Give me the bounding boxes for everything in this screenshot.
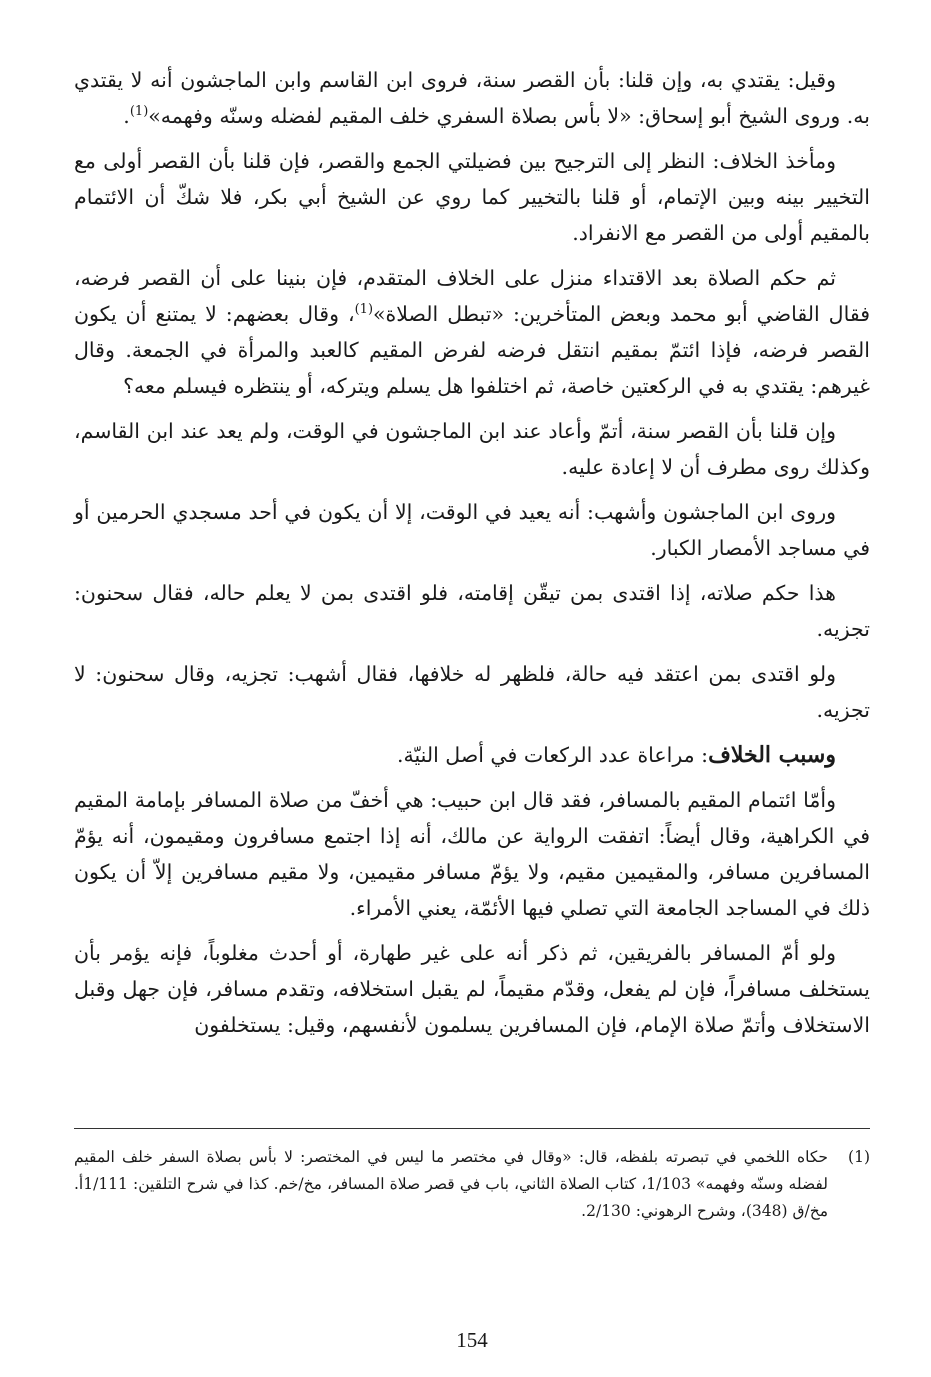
paragraph-3: [74, 260, 870, 404]
paragraph-8: [74, 737, 870, 773]
footnotes: [74, 1144, 870, 1225]
main-text: [74, 62, 870, 1043]
paragraph-5-text: وروى ابن الماجشون وأشهب: أنه يعيد في الوقت، إلا أن يكون في أحد مسجدي الحرمين أو في مساجد الأمصار الكبار.: [74, 500, 870, 560]
paragraph-10-text: ولو أمّ المسافر بالفريقين، ثم ذكر أنه على غير طهارة، أو أحدث مغلوباً، فإنه يؤمر بأن يستخلف مسافراً، فإن لم يفعل، وقدّم مقيماً، لم يقبل استخلافه، وتقدم مسافر، فإن جهل وقبل الاستخلاف وأتمّ صلاة الإمام، فإن المسافرين يسلمون لأنفسهم، وقيل: يستخلفون: [74, 941, 870, 1037]
paragraph-9: [74, 782, 870, 926]
paragraph-3-continuation: ، وقال بعضهم: لا يمتنع أن يكون القصر فرضه، فإذا ائتمّ بمقيم انتقل فرضه لفرض المقيم كالعبد والمرأة في الجمعة. وقال غيرهم: يقتدي به في الركعتين خاصة، ثم اختلفوا هل يسلم ويتركه، أو ينتظره فيسلم معه؟: [74, 302, 870, 398]
document-page: [74, 62, 870, 1362]
footnote-separator: [74, 1128, 870, 1129]
paragraph-1-text: وقيل: يقتدي به، وإن قلنا: بأن القصر سنة، فروى ابن القاسم وابن الماجشون أنه لا يقتدي به. وروى الشيخ أبو إسحاق: «لا بأس بصلاة السفري خلف المقيم لفضله وسنّه وفهمه»: [74, 68, 870, 128]
paragraph-2-text: ومأخذ الخلاف: النظر إلى الترجيح بين فضيلتي الجمع والقصر، فإن قلنا بأن القصر أولى مع التخيير بينه وبين الإتمام، أو قلنا بالتخيير كما روي عن الشيخ أبي بكر، فلا شكّ أن الائتمام بالمقيم أولى من القصر مع الانفراد.: [74, 149, 870, 245]
paragraph-5: [74, 494, 870, 566]
footnote-1-number: (1): [848, 1148, 870, 1166]
paragraph-4: [74, 413, 870, 485]
page-number: 154: [456, 1328, 488, 1352]
paragraph-8-text: : مراعاة عدد الركعات في أصل النيّة.: [396, 743, 709, 767]
footnote-ref-2[interactable]: (1): [354, 302, 374, 318]
paragraph-6-text: هذا حكم صلاته، إذا اقتدى بمن تيقّن إقامته، فلو اقتدى بمن لا يعلم حاله، فقال سحنون: تجزيه.: [74, 581, 870, 641]
paragraph-6: [74, 575, 870, 647]
paragraph-1-end: .: [123, 104, 130, 128]
paragraph-10: [74, 935, 870, 1043]
paragraph-2: [74, 143, 870, 251]
paragraph-4-text: وإن قلنا بأن القصر سنة، أتمّ وأعاد عند ابن الماجشون في الوقت، ولم يعد عند ابن القاسم، وكذلك روى مطرف أن لا إعادة عليه.: [74, 419, 870, 479]
paragraph-9-text: وأمّا ائتمام المقيم بالمسافر، فقد قال ابن حبيب: هي أخفّ من صلاة المسافر بإمامة المقيم في الكراهية، وقال أيضاً: اتفقت الرواية عن مالك، أنه إذا اجتمع مسافرون ومقيمون، أنه يؤمّ المسافرين مسافر، والمقيمين مقيم، ولا يؤمّ مسافر مقيمين، ولا مقيم مسافرين إلاّ أن يكون ذلك في المساجد الجامعة التي تصلي فيها الأئمّة، يعني الأمراء.: [74, 788, 870, 920]
paragraph-7: [74, 656, 870, 728]
paragraph-7-text: ولو اقتدى بمن اعتقد فيه حالة، فلظهر له خلافها، فقال أشهب: تجزيه، وقال سحنون: لا تجزيه.: [74, 662, 870, 722]
footnote-ref-1[interactable]: (1): [129, 104, 149, 120]
footnote-1-text: حكاه اللخمي في تبصرته بلفظه، قال: «وقال في مختصر ما ليس في المختصر: لا بأس بصلاة السفر خلف المقيم لفضله وسنّه وفهمه» 1/103، كتاب الصلاة الثاني، باب في قصر صلاة المسافر، مخ/خم. كذا في شرح التلقين: 1/111أ. مخ/ق (348)، وشرح الرهوني: 2/130.: [74, 1148, 828, 1220]
paragraph-3-text: ثم حكم الصلاة بعد الاقتداء منزل على الخلاف المتقدم، فإن بنينا على أن القصر فرضه، فقال القاضي أبو محمد وبعض المتأخرين: «تبطل الصلاة»: [74, 266, 870, 326]
footnote-1: [74, 1144, 870, 1225]
paragraph-1: [74, 62, 870, 134]
section-heading-reason-of-dispute: وسبب الخلاف: [708, 742, 836, 768]
